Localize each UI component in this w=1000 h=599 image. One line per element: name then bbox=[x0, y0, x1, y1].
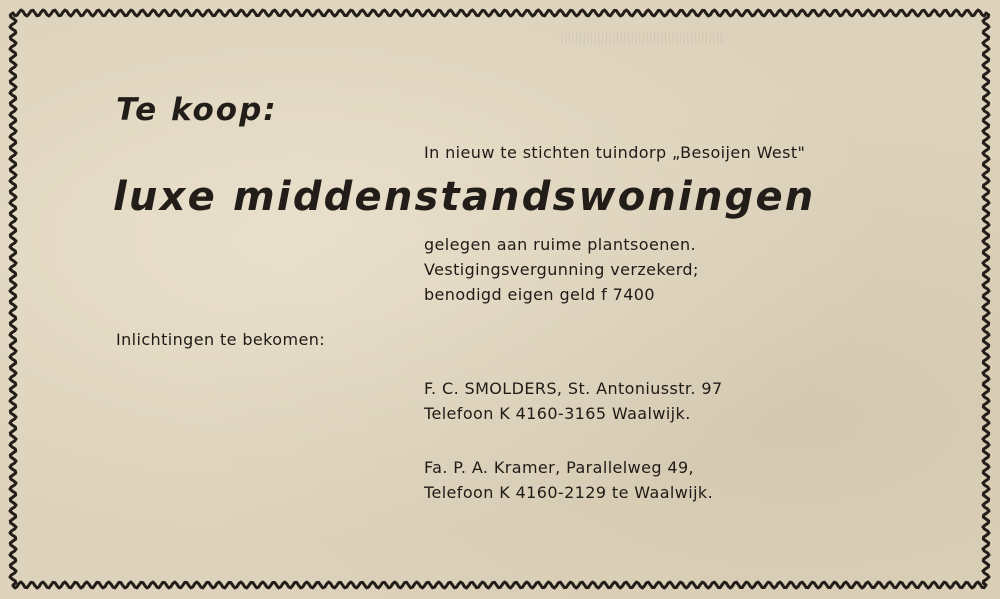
contact-smolders bbox=[424, 376, 723, 426]
detail-line: Vestigingsvergunning verzekerd; bbox=[424, 260, 699, 279]
headline: luxe middenstandswoningen bbox=[113, 174, 816, 220]
contact-line: Telefoon K 4160-3165 Waalwijk. bbox=[424, 404, 691, 423]
contact-kramer bbox=[424, 455, 713, 505]
contact-line: Telefoon K 4160-2129 te Waalwijk. bbox=[424, 483, 714, 502]
info-label: Inlichtingen te bekomen: bbox=[116, 330, 326, 349]
header-te-koop: Te koop: bbox=[116, 92, 278, 128]
contact-line: F. C. SMOLDERS, St. Antoniusstr. 97 bbox=[424, 379, 723, 398]
contact-line: Fa. P. A. Kramer, Parallelweg 49, bbox=[424, 458, 695, 477]
details-paragraph bbox=[424, 232, 699, 307]
detail-line: benodigd eigen geld f 7400 bbox=[424, 285, 655, 304]
intro-line: In nieuw te stichten tuindorp „Besoijen West" bbox=[424, 143, 806, 162]
detail-line: gelegen aan ruime plantsoenen. bbox=[424, 235, 697, 254]
